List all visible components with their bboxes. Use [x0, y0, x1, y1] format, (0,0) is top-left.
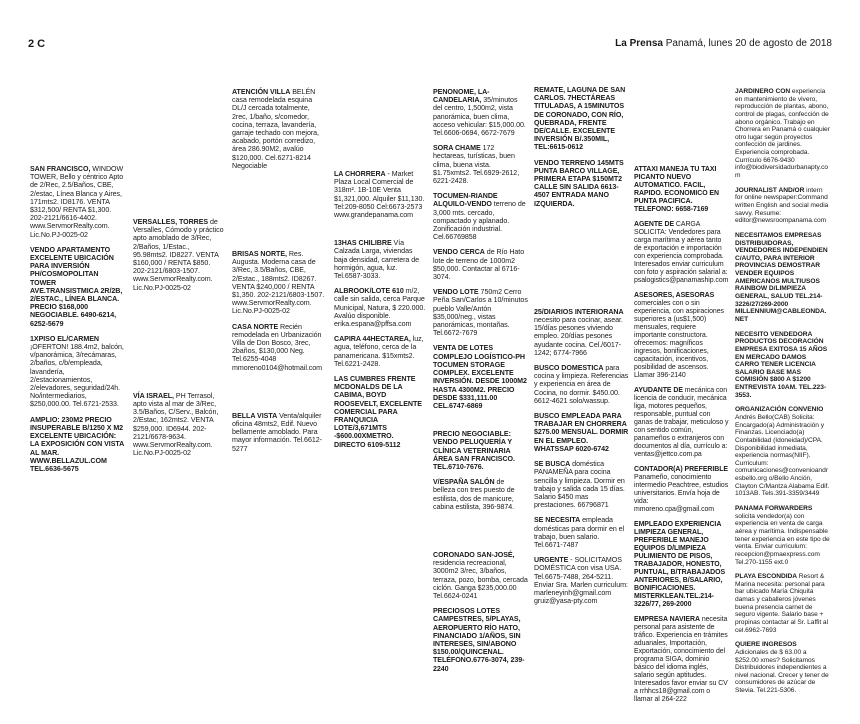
ad-body: necesito para cocinar, asear. 15/días pesones viviendo empleo. 20/días pesones ayudante cocina. Cel./6017-1242; 6774-7966: [534, 316, 623, 357]
ad-body: BELÉN casa remodelada esquina DL/J cercada totalmente, 2rec, 1/baño, s/comedor, cocina, terraza, lavandería, garraje techado con mejora, acabado, portón corredizo, área 286.90M2, avalúo $120,000. Cel.6271-8214 Negociable: [232, 88, 319, 170]
ad-body: - Market Plaza Local Comercial de 318m². 1B-10E Venta $1,321,000. Alquiler $11,130. Tel:209-8050 Cel:6673-2573 www.grandepanama.com: [334, 170, 425, 220]
classified-column-5: [433, 88, 528, 680]
dateline: Panamá, lunes 20 de agosto de 2018: [665, 38, 832, 49]
classified-ad: [634, 166, 729, 214]
ad-heading: QUIERE INGRESOS: [735, 641, 797, 649]
ad-heading: BRISAS NORTE,: [232, 250, 287, 259]
ad-heading: 25/DIARIOS INTERIORANA: [534, 307, 624, 316]
ad-heading: PRECIO NEGOCIABLE: VENDO PELUQUERÍA Y CLÍNICA VETERINARIA ÁREA SAN FRANCISCO. TEL.6710-7676.: [433, 430, 515, 471]
ad-heading: VERSALLES, TORRES: [133, 218, 209, 226]
classified-ad: [30, 335, 125, 409]
classified-column-8: [735, 88, 830, 702]
classified-ad: [534, 364, 629, 405]
ad-heading: LAS CUMBRES FRENTE MCDONALDS DE LA CABIMA, BOYD ROOSEVELT, EXCELENTE COMERCIAL PARA FRANQUICIA LOTE/3,671MTS -$600.00XMETRO. DIRECTO 6109-5112: [334, 375, 422, 449]
classified-column-1: [30, 165, 125, 480]
classified-ad: [534, 159, 629, 208]
ad-heading: VENDO APARTAMENTO EXCELENTE UBICACIÓN PARA INVERSIÓN PH/COSMOPOLITAN TOWER AVE.TRANSISTMICA 2R/2B, 2/ESTAC., LÍNEA BLANCA. PRECIO $168,000 NEGOCIABLE. 6490-6214, 6252-5679: [30, 245, 123, 328]
classified-ad: [735, 505, 830, 566]
classified-ad: [433, 288, 528, 337]
classified-ad: [634, 466, 729, 514]
ad-body: terreno de 3,000 mts. cercado, compactado y aplanado. Zonificación industrial. Cel.66769858: [433, 200, 526, 242]
ad-heading: JOURNALIST AND/OR: [735, 186, 805, 194]
ad-heading: LA CHORRERA: [334, 170, 386, 178]
ad-body: experiencia en mantenimiento de vivero, reproducción de plantas, abono, control de plagas, confección de abono orgánico. Trabajo en Chorrera en Panamá o cualquier otro lugar según proyectos confección de jardines. Experiencia comprobada. Currículo 6676-9430 info@biodiversidadurbanapty.com: [735, 88, 830, 180]
ad-body: solicita vendedor(a) con experiencia en venta de carga aérea y marítima. Indispensable tener experiencia en este tipo de venta. Enviar curriculum: recepcion@pmaexpress.com Tel.270-1155 ext.0: [735, 512, 830, 566]
ad-heading: VENDO CERCA: [433, 248, 485, 257]
classified-column-3: [232, 88, 327, 460]
ad-body: CARGA SOLICITA: Vendedores para carga marítima y aérea tanto de exportación e importación con experiencia comprobada. Interesados enviar curriculum con foto y aspiración salarial a: psalogistics@panamaship.com: [634, 221, 729, 284]
classified-ad: [133, 218, 225, 292]
classified-ad: [232, 250, 327, 316]
ad-heading: SE NECESITA: [534, 516, 581, 525]
ad-heading: TOCUMEN-RIANDE ALQUILO-VENDO: [433, 192, 498, 209]
ad-heading: ORGANIZACIÓN CONVENIO: [735, 406, 824, 414]
ad-heading: BUSCO EMPLEADA PARA TRABAJAR EN CHORRERA $275.00 MENSUAL. DORMIR EN EL EMPLEO. WHATSSAP 6020-6742: [534, 412, 629, 453]
newspaper-name: La Prensa: [615, 38, 663, 49]
ad-body: Panameño, conocimiento intermedio Peachtree, estudios universitarios. Envía hoja de vida: mmoreno.cpa@gmail.com: [634, 474, 729, 513]
classified-ad: [534, 412, 629, 453]
ad-body: m/2, calle sin salida, cerca Parque Municipal, Natura, $ 220.000. Avalúo disponible. erika.espana@pffsa.com: [334, 287, 426, 329]
ad-heading: V/ESPAÑA SALÓN: [433, 478, 495, 487]
ad-body: de belleza con tres puesto de estilista, dos de manicure, cabina estilista, 396-9874.: [433, 478, 515, 511]
ad-body: intern for online newspaper:Command written English and social media savvy. Resume: editor@newsroompanama.com: [735, 186, 829, 225]
classified-ad: [735, 187, 830, 225]
classified-column-2: [133, 218, 225, 464]
classified-ad: [634, 616, 729, 704]
classified-ad: [30, 165, 125, 239]
classified-ad: [30, 246, 125, 328]
ad-heading: AGENTE DE: [634, 221, 675, 228]
classified-ad: [534, 308, 629, 357]
ad-heading: BUSCO DOMESTICA: [534, 364, 604, 373]
page-number: 2 C: [28, 38, 46, 50]
ad-body: luz, agua, teléfono, cerca de la panamericana. $15xmts2. Tel.6221-2428.: [334, 335, 424, 368]
classified-ad: [433, 144, 528, 185]
ad-heading: VÍA ISRAEL,: [133, 391, 174, 400]
ad-body: Res. Augusta. Moderna casa de 3/Rec, 3.5/Baños, CBE, 2/Estac., 188mts2. ID8267. VENTA $240,000 / RENTA $1,350. 202-2121/6803-1507. www.ServmorRealty.com. Lic.No.PJ-0025-02: [232, 250, 325, 316]
classified-ad: [232, 88, 327, 170]
ad-body: Adicionales de $ 63.00 a $252.00 xmes? Solicitamos Distribuidores independientes a nivel nacional. Crecer y tener de consumidores de azúcar de Stevia. Tel.221-5306.: [735, 648, 829, 695]
ad-heading: CORONADO SAN-JOSÉ,: [433, 550, 515, 559]
ad-body: residencia recreacional, 3000m2 3/rec, 3/baños, terraza, pozo, bomba, cercada ciclón. Ganga $235,000.00 Tel.6624-0241: [433, 559, 528, 600]
ad-body: Resort & Marina necesita: personal para bar ubicado María Chiquita damas y caballeros jóvenes buena presencia carnet de seguro vigente. Salario base + propinas contactar al Sr. Laffit al cel.6962-7693: [735, 573, 828, 634]
classified-ad: [433, 192, 528, 241]
ad-heading: NECESITAMOS EMPRESAS DISTRIBUIDORAS, VENDEDORES INDEPENDIEN C/AUTO, PARA INTERIOR PROVINCIAS DEMOSTRAR VENDER EQUIPOS AMERICANOS MULTIUSOS RAINBOW D/LIMPIEZA GENERAL, SALUD TEL.214-3226/27/269-2000 MILLENNIUM@CABLEONDA.NET: [735, 231, 828, 323]
classified-ad: [634, 387, 729, 459]
ad-body: empleada domésticas para dormir en el trabajo, buen salario. Tel.6671-7487: [534, 516, 625, 549]
classified-ad: [735, 88, 830, 180]
ad-heading: VENDO LOTE: [433, 288, 479, 297]
classified-ad: [634, 521, 729, 609]
ad-body: 172 hectareas, turísticas, buen clima, buena vista. $1.75xmts2. Tel.6929-2612, 6221-2428.: [433, 144, 520, 186]
ad-body: Andrés Bello(CAB) Solicita: Encargado(a) Administración y Finanzas. Licenciado(a) Contabilidad (Idoneidad)/CPA. Disponibilidad inmediata, experiencia normas(NIIF). Curriculum: comunicaciones@convenioandresbello.org o/Bello Anción, Clayton C/Mantza Alabama Edif. 1013AB. Tels.391-3359/3449: [735, 413, 830, 498]
classified-ad: [433, 344, 528, 410]
ad-body: Vía Calzada Larga, viviendas baja densidad, carretera de hormigón, agua, luz. Tel.6587-3033.: [334, 239, 420, 281]
classified-ad: [433, 88, 528, 137]
ad-heading: ALBROOK/LOTE 610: [334, 287, 404, 296]
ad-heading: PENONOME, LA-CANDELARIA,: [433, 88, 490, 105]
ad-heading: PRECIOSOS LOTES CAMPESTRES, 5/PLAYAS, AEROPUERTO RÍO HATO, FINANCIADO 1/AÑOS, SIN INTERESES, SIN/ABONO $150.00/QUINCENAL. TELÉFONO.6776-3074, 239-2240: [433, 607, 525, 673]
ad-heading: ASESORES, ASESORAS: [634, 292, 715, 299]
ad-heading: SAN FRANCISCO,: [30, 165, 91, 173]
classified-ad: [334, 170, 426, 219]
classified-ad: [433, 478, 528, 511]
ad-heading: 13HAS CHILIBRE: [334, 239, 392, 248]
classified-ad: [634, 292, 729, 380]
classified-ad: [534, 516, 629, 549]
ad-heading: REMATE, LAGUNA DE SAN CARLOS. 7HECTÁREAS TITULADAS, A 15MINUTOS DE CORONADO, CON RÍO, QUEBRADA, FRENTE DE/CALLE. EXCELENTE INVERSIÓN B/.350MIL, TEL:6615-0612: [534, 86, 626, 152]
classified-ad: [534, 460, 629, 509]
ad-body: PH Terrasol, apto vista al mar de 3/Rec, 3.5/Baños, C/Serv., Balcón, 2/Estac, 162mts2. VENTA $259,000. ID6944. 202-2121/6678-9634. www.ServmorRealty.com. Lic.No.PJ-0025-02: [133, 391, 219, 458]
ad-heading: SE BUSCA: [534, 460, 571, 469]
classified-ad: [634, 221, 729, 285]
ad-heading: VENTA DE LOTES COMPLEJO LOGÍSTICO-PH TOCUMEN STORAGE COMPLEX. EXCELENTE INVERSIÓN. DESDE 1000M2 HASTA 4300M2. PRECIO DESDE $331,111.00 CEL.6747-6869: [433, 344, 527, 410]
classified-ad: [334, 239, 426, 280]
ad-heading: EMPLEADO EXPERIENCIA LIMPIEZA GENERAL, PREFERIBLE MANEJO EQUIPOS D/LIMPIEZA PULIMIENTO DE PISOS, TRABAJADOR, HONESTO, PUNTUAL, B/TRABAJADOS ANTERIORES, B/SALARIO, BONIFICACIONES. MISTERKLEAN.TEL.214-3226/77, 269-2000: [634, 521, 726, 608]
ad-body: de Río Hato lote de terreno de 1000m2 $50,000. Contactar al 6716-3074.: [433, 248, 525, 282]
classified-column-7: [634, 166, 729, 711]
ad-heading: ATTAXI MANEJA TU TAXI PICANTO NUEVO AUTOMATICO. FACIL, RAPIDO. ECONOMICO EN PUNTA PACIFICA. TELEFONO: 6658-7169: [634, 166, 719, 213]
ad-body: comerciales con o sin experiencia, con aspiraciones superiores a (us$1,500) mensuales, requiere importante constructora. ofrecemos: magníficos ingresos, bonificaciones, capacitación, incentivos, posibilidad de ascensos. Llamar 396-2140: [634, 300, 724, 379]
classified-ad: [334, 375, 426, 449]
classified-ad: [433, 430, 528, 471]
classified-ad: [735, 573, 830, 634]
newspaper-dateline: [615, 38, 832, 49]
ad-body: 750m2 Cerro Peña San/Carlos a 10/minutos pueblo Valle/Antón $35,000/neg., vistas panorámicas, montañas. Tel.6672-7679: [433, 288, 528, 338]
classified-ad: [433, 551, 528, 600]
ad-heading: AYUDANTE DE: [634, 387, 683, 394]
ad-heading: CASA NORTE: [232, 322, 279, 331]
ad-heading: AMPLIO: 230M2 PRECIO INSUPERABLE B/1250 X M2 EXCELENTE UBICACIÓN: LA EXPOSICIÓN CON VISTA AL MAR. WWW.BELLAZUL.COM TEL.6636-5675: [30, 415, 124, 473]
ad-body: para cocina y limpieza. Referencias y experiencia en área de Cocina, no dormir. $450.00. 6612-4621 solo/wassup.: [534, 364, 629, 405]
ad-heading: BELLA VISTA: [232, 411, 278, 420]
classified-ad: [735, 406, 830, 498]
classified-ad: [433, 607, 528, 673]
ad-body: doméstica PANAMEÑA para cocina sencilla y limpieza. Dormir en trabajo y salida cada 15 días. Salario $450 mas prestaciones. 66796871: [534, 460, 625, 510]
ad-heading: PLAYA ESCONDIDA: [735, 573, 797, 581]
ad-body: de Versalles, Cómodo y práctico apto amoblado de 3/Rec, 2/Baños, 1/Estac., 95.98mts2. ID8227. VENTA $160,000 / RENTA $850. 202-2121/6803-1507. www.ServmorRealty.com. Lic.No.PJ-0025-02: [133, 218, 224, 292]
ad-body: - SOLICITAMOS DOMÉSTICA con visa USA. Tel.6675-7488, 264-5211. Enviar Sra. Marlen curriculum: marleneyinh@gmail.com gruiz@yasa-pty.com: [534, 556, 628, 606]
classified-column-6: [534, 86, 629, 612]
classified-ad: [232, 323, 327, 372]
ad-heading: URGENTE: [534, 556, 569, 565]
ad-body: 35/minutos del centro, 1,500m2, vista panorámica, buen clima, acceso vehicular: $15,000.00. Tel.6606-0694, 6672-7679: [433, 96, 526, 138]
classified-ad: [534, 86, 629, 152]
classified-ad: [232, 412, 327, 453]
ad-heading: CONTADOR(A) PREFERIBLE: [634, 466, 728, 473]
ad-heading: EMPRESA NAVIERA: [634, 616, 700, 623]
ad-body: mecánica con licencia de conducir, mecánica liga, motores pequeños, responsable, puntual con ganas de trabajar, meticuloso y con sentido común, panameños o extranjeros con documentos al día, currículo a: ventas@jettco.com.pa: [634, 387, 729, 458]
classified-ad: [133, 392, 225, 458]
classified-ad: [735, 232, 830, 324]
ad-heading: PANAMA FORWARDERS: [735, 505, 813, 513]
ad-heading: ATENCIÓN VILLA: [232, 88, 291, 96]
ad-heading: NECESITO VENDEDORA PRODUCTOS DECORACIÓN EMPRESA EXITOSA 15 AÑOS EN MERCADO DAMOS CARRO TENER LICENCIA SALARIO BASE MAS COMISIÓN $800 A $1200 ENTREVISTA 10AM. TEL.223-3553.: [735, 330, 828, 399]
classified-ad: [334, 335, 426, 368]
ad-body: ¡OFERTON! 188.4m2, balcón, v/panorámica, 3/recámaras, 2/baños, c/b/empleada, lavandería, 2/estacionamientos, 2/elevadores, seguridad/24h. No/intermediarios, $250,000.00. Tel.6721-2533.: [30, 343, 124, 409]
ad-body: Venta/alquiler oficina 48mts2, Edif. Nuevo bellamente amoblado. Para mayor información. Tel.6612-5277: [232, 411, 322, 453]
classified-column-4: [334, 170, 426, 456]
classified-ad: [534, 556, 629, 605]
ad-heading: SORA CHAME: [433, 144, 481, 153]
ad-body: Recién remodelada en Urbanización Villa de Don Bosco, 3rec, 2baños, $130,000 Neg. Tel.6255-4048 mmoreno0104@hotmail.com: [232, 322, 323, 372]
classified-ad: [30, 416, 125, 473]
ad-heading: VENDO TERRENO 145MTS PUNTA BARCO VILLAGE, PRIMERA ETAPA $150MT2 CALLE SIN SALIDA 6613-4507 ENTRADA MANO IZQUIERDA.: [534, 158, 624, 208]
ad-heading: CAPIRA 44HECTAREA,: [334, 335, 411, 344]
ad-heading: 1XPISO EL/CARMEN: [30, 334, 99, 343]
ad-body: necesita personal para asistente de tráfico. Experiencia en trámites aduanales, Importación, Exportación, conocimiento del programa SIGA, dominio básico del idioma inglés, salario según aptitudes. Interesados favor enviar su CV a rrhhcs18@gmail.com o llamar al 264-222: [634, 616, 728, 703]
classified-ad: [334, 287, 426, 328]
classified-ad: [433, 248, 528, 281]
ad-body: WINDOW TOWER, Bello y céntrico Apto de 2/Rec, 2.5/Baños, CBE, 2/estac, Línea Blanca y Aires, 171mts2. ID8176. VENTA $312,500/ RENTA $1,300. 202-2121/6616-4402. www.ServmorRealty.com. Lic.No.PJ-0025-02: [30, 165, 124, 239]
ad-heading: JARDINERO CON: [735, 88, 791, 95]
classified-ad: [735, 641, 830, 694]
classified-ad: [735, 331, 830, 400]
